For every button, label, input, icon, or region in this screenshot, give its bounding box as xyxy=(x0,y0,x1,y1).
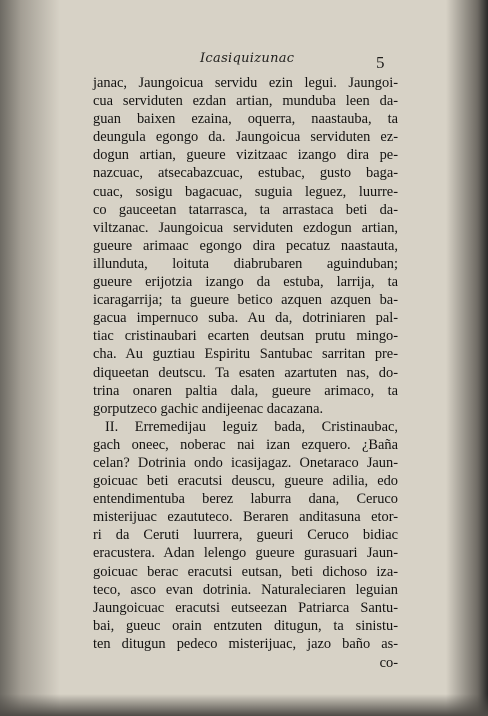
running-head: Icasiquizunac xyxy=(200,51,295,66)
text-line: bai, gueuc orain entzuten ditugun, ta sinistu- xyxy=(93,617,398,634)
page-number: 5 xyxy=(376,53,385,72)
text-line: cua serviduten ezdan artian, munduba leen da- xyxy=(93,93,398,110)
text-line: Jaungoicuac eracutsi eutseezan Patriarca Santu- xyxy=(93,599,398,616)
text-line: teco, asco evan dotrinia. Naturaleciaren leguian xyxy=(93,581,398,598)
text-line: celan? Dotrinia ondo icasijagaz. Onetaraco Jaun- xyxy=(93,454,398,471)
text-line: diqueetan deutscu. Ta esaten azartuten nas, do- xyxy=(93,364,398,381)
text-line: ri da Ceruti luurrera, gueuri Ceruco bidiac xyxy=(93,527,398,544)
text-line: nazcuac, atsecabazcuac, estubac, gusto baga- xyxy=(93,165,398,182)
text-line-paragraph-start: II. Erremedijau leguiz bada, Cristinaubac, xyxy=(105,418,398,435)
text-line: tiac cristinaubari ecarten deutsan prutu mingo- xyxy=(93,328,398,345)
text-line: guan baixen ezaina, oquerra, naastauba, ta xyxy=(93,111,398,128)
text-line: cuac, sosigu bagacuac, suguia leguez, luurre- xyxy=(93,183,398,200)
page-header xyxy=(104,51,396,73)
catchword: co- xyxy=(379,655,398,671)
text-line: entendimentuba berez laburra dana, Ceruco xyxy=(93,491,398,508)
text-line: gueure erijotzia izango da estuba, larrija, ta xyxy=(93,274,398,291)
text-line: viltzanac. Jaungoicua serviduten ezdogun artian, xyxy=(93,219,398,236)
text-line: deungula egongo da. Jaungoicua serviduten ez- xyxy=(93,129,398,146)
text-line: eracustera. Adan lelengo gueure gurasuari Jaun- xyxy=(93,545,398,562)
text-line: gach oneec, noberac nai izan ezquero. ¿Baña xyxy=(93,436,398,453)
text-line: misterijuac ezaututeco. Beraren anditasuna etor- xyxy=(93,509,398,526)
text-line: gueure arimaac egongo dira pecatuz naastauta, xyxy=(93,237,398,254)
text-line: goicuac berac eracutsi eutsan, beti dichoso iza- xyxy=(93,563,398,580)
text-line-paragraph-end: gorputzeco gachic andijeenac dacazana. xyxy=(93,400,324,417)
page-shadow-right xyxy=(446,0,488,716)
text-line: goicuac beti eracutsi deuscu, gueure adilia, edo xyxy=(93,473,398,490)
page-shadow-left xyxy=(0,0,60,716)
text-line: co gauceetan tatarrasca, ta arrastaca beti da- xyxy=(93,201,398,218)
page-shadow-bottom xyxy=(0,694,488,716)
text-line: illunduta, loituta diabrubaren aguinduban; xyxy=(93,255,398,272)
text-line: trina onaren paltia dala, gueure arimaco, ta xyxy=(93,382,398,399)
text-line: cha. Au guztiau Espiritu Santubac sarritan pre- xyxy=(93,346,398,363)
body-text xyxy=(93,74,398,672)
text-line: gacua impernuco suba. Au da, dotriniaren pal- xyxy=(93,310,398,327)
text-line: ten ditugun pedeco misterijuac, jazo baño as- xyxy=(93,635,398,652)
text-line: dogun artian, gueure vizitzaac izango dira pe- xyxy=(93,147,398,164)
text-line: janac, Jaungoicua servidu ezin legui. Jaungoi- xyxy=(93,75,398,91)
text-line: icaragarrija; ta gueure betico azquen azquen ba- xyxy=(93,292,398,309)
